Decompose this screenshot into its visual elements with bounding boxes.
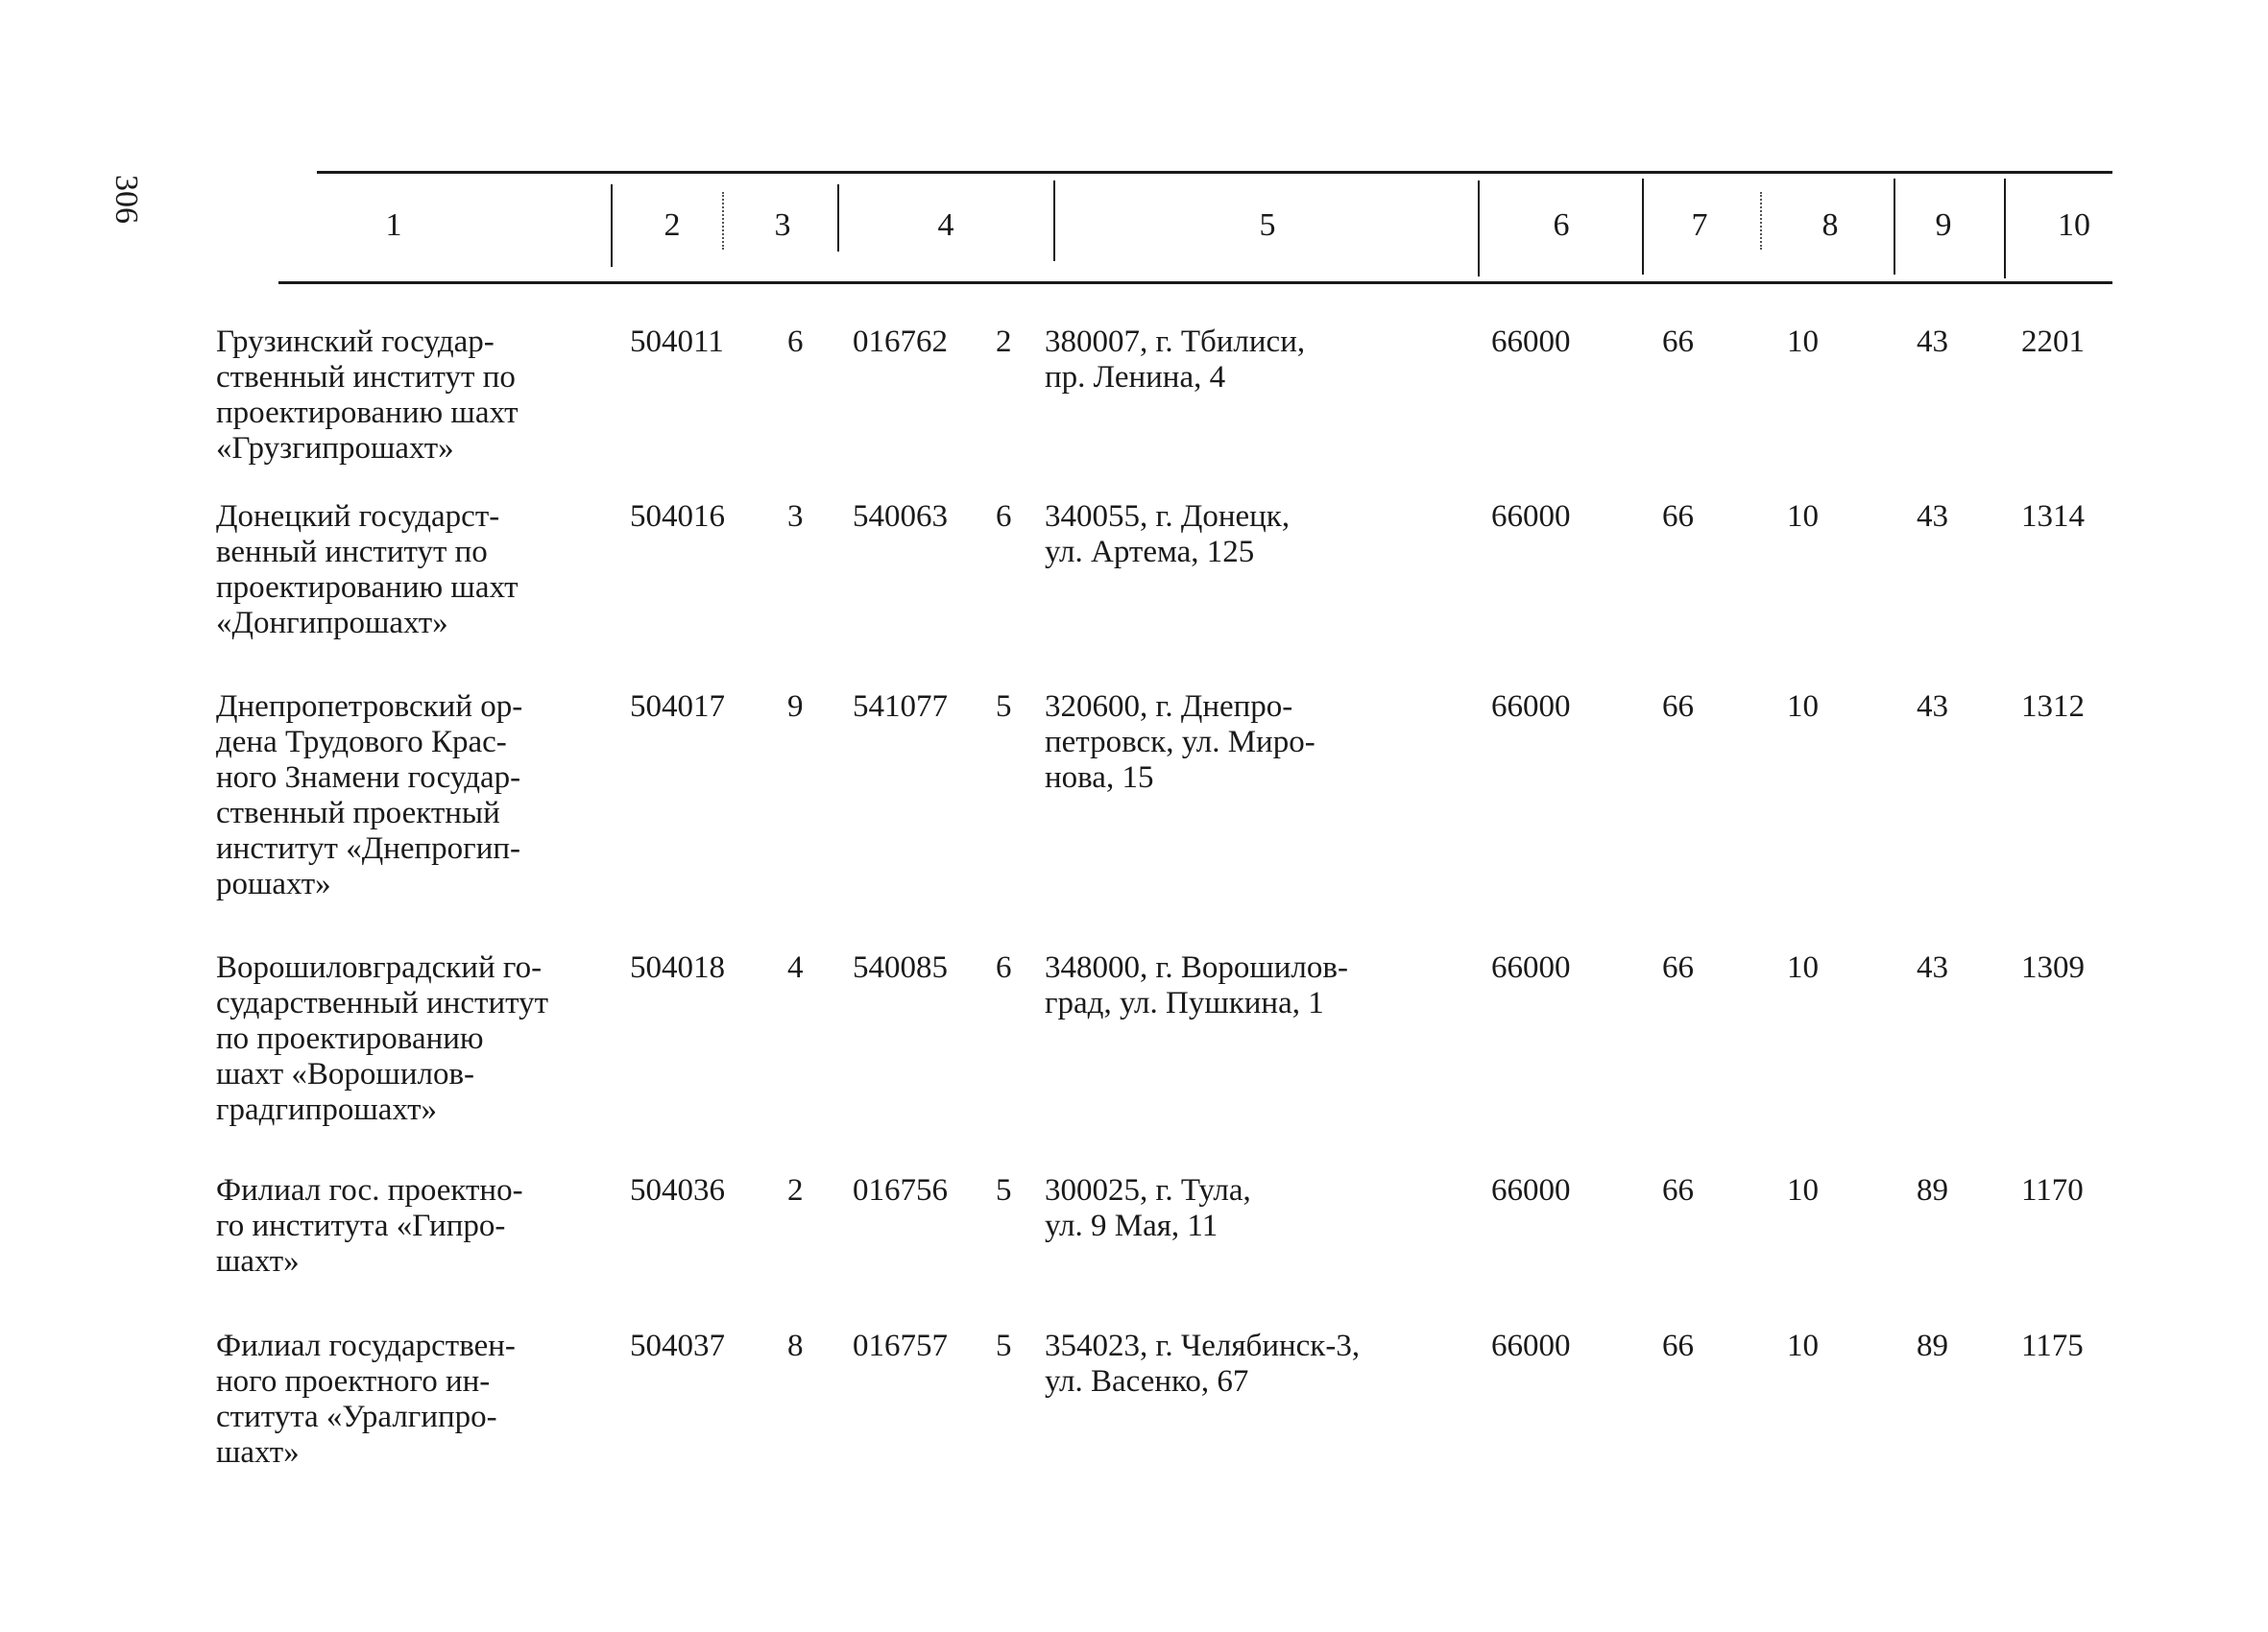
check-digit-cell: 8 [787,1329,804,1363]
address-line: 380007, г. Тбилиси, [1045,324,1306,359]
okpo-cell: 540085 [853,950,948,985]
check-digit-cell: 2 [787,1173,804,1208]
org-name-line: венный институт по [216,535,488,569]
col9-cell: 89 [1917,1173,1948,1208]
col6-cell: 66000 [1491,1329,1571,1363]
address-cell [1045,1329,1360,1400]
code-cell: 504036 [630,1173,725,1208]
org-name-line: шахт «Ворошилов- [216,1057,475,1092]
org-name-cell [216,499,519,641]
col9-cell: 43 [1917,499,1948,534]
okpo-cell: 016756 [853,1173,948,1208]
header-separator [837,184,839,252]
col7-cell: 66 [1662,1173,1694,1208]
col8-cell: 10 [1787,689,1819,724]
col10-cell: 1309 [2021,950,2085,985]
address-cell [1045,950,1348,1021]
header-cell-4: 4 [937,207,954,243]
col6-cell: 66000 [1491,689,1571,724]
org-name-line: институт «Днепрогип- [216,831,521,866]
org-name-cell [216,1173,523,1280]
org-name-line: рошахт» [216,867,331,901]
check-digit-cell: 2 [996,324,1012,359]
org-name-line: проектированию шахт [216,570,519,605]
page-number: 306 [109,175,144,224]
org-name-line: Филиал гос. проектно- [216,1173,523,1208]
check-digit-cell: 6 [996,950,1012,985]
table-header-bottom-rule [278,281,2112,284]
col6-cell: 66000 [1491,324,1571,359]
address-cell [1045,499,1290,570]
org-name-line: Донецкий государст- [216,499,500,534]
header-cell-7: 7 [1691,207,1708,243]
col10-cell: 1314 [2021,499,2085,534]
address-line: 340055, г. Донецк, [1045,499,1291,534]
org-name-line: ститута «Уралгипро- [216,1400,497,1434]
code-cell: 504037 [630,1329,725,1363]
address-line: нова, 15 [1045,760,1154,795]
okpo-cell: 016762 [853,324,948,359]
col10-cell: 2201 [2021,324,2085,359]
address-cell [1045,1173,1251,1244]
check-digit-cell: 6 [996,499,1012,534]
org-name-line: ного Знамени государ- [216,760,521,795]
col7-cell: 66 [1662,499,1694,534]
col7-cell: 66 [1662,324,1694,359]
col10-cell: 1175 [2021,1329,2084,1363]
col9-cell: 89 [1917,1329,1948,1363]
address-line: 320600, г. Днепро- [1045,689,1293,724]
col9-cell: 43 [1917,689,1948,724]
code-cell: 504016 [630,499,725,534]
address-cell [1045,689,1315,796]
org-name-line: «Грузгипрошахт» [216,431,454,466]
header-separator [1760,192,1764,250]
header-cell-6: 6 [1553,207,1570,243]
check-digit-cell: 6 [787,324,804,359]
address-line: град, ул. Пушкина, 1 [1045,986,1324,1020]
org-name-line: проектированию шахт [216,396,519,430]
org-name-line: по проектированию [216,1021,484,1056]
header-cell-1: 1 [385,207,402,243]
header-cell-5: 5 [1259,207,1276,243]
org-name-line: Грузинский государ- [216,324,495,359]
col6-cell: 66000 [1491,1173,1571,1208]
col8-cell: 10 [1787,324,1819,359]
org-name-cell [216,950,548,1128]
header-separator [1053,180,1055,261]
col7-cell: 66 [1662,1329,1694,1363]
col8-cell: 10 [1787,1173,1819,1208]
address-line: 348000, г. Ворошилов- [1045,950,1348,985]
address-line: ул. Васенко, 67 [1045,1364,1249,1399]
col9-cell: 43 [1917,324,1948,359]
header-separator [722,192,726,250]
org-name-line: ного проектного ин- [216,1364,491,1399]
org-name-line: шахт» [216,1244,300,1279]
address-line: 300025, г. Тула, [1045,1173,1251,1208]
address-line: пр. Ленина, 4 [1045,360,1226,395]
header-cell-9: 9 [1935,207,1952,243]
check-digit-cell: 4 [787,950,804,985]
org-name-line: сударственный институт [216,986,549,1020]
header-separator [2004,179,2006,278]
address-cell [1045,324,1305,396]
check-digit-cell: 3 [787,499,804,534]
header-separator [1478,180,1480,276]
header-cell-8: 8 [1822,207,1839,243]
address-line: ул. Артема, 125 [1045,535,1255,569]
header-separator [1642,179,1644,275]
check-digit-cell: 5 [996,689,1012,724]
org-name-line: Филиал государствен- [216,1329,516,1363]
code-cell: 504017 [630,689,725,724]
org-name-line: ственный проектный [216,796,500,830]
okpo-cell: 016757 [853,1329,948,1363]
col8-cell: 10 [1787,499,1819,534]
org-name-line: «Донгипрошахт» [216,606,448,640]
code-cell: 504011 [630,324,724,359]
okpo-cell: 541077 [853,689,948,724]
check-digit-cell: 5 [996,1329,1012,1363]
org-name-cell [216,324,519,467]
org-name-cell [216,1329,516,1471]
address-line: ул. 9 Мая, 11 [1045,1209,1218,1243]
check-digit-cell: 9 [787,689,804,724]
col7-cell: 66 [1662,950,1694,985]
org-name-line: градгипрошахт» [216,1092,437,1127]
org-name-line: ственный институт по [216,360,516,395]
address-line: петровск, ул. Миро- [1045,725,1315,759]
col6-cell: 66000 [1491,499,1571,534]
col10-cell: 1170 [2021,1173,2084,1208]
code-cell: 504018 [630,950,725,985]
col7-cell: 66 [1662,689,1694,724]
col9-cell: 43 [1917,950,1948,985]
header-separator [611,184,613,267]
org-name-line: Ворошиловградский го- [216,950,543,985]
org-name-line: го института «Гипро- [216,1209,506,1243]
org-name-line: шахт» [216,1435,300,1470]
org-name-cell [216,689,522,902]
header-cell-10: 10 [2058,207,2090,243]
col6-cell: 66000 [1491,950,1571,985]
header-cell-2: 2 [664,207,681,243]
col8-cell: 10 [1787,950,1819,985]
col8-cell: 10 [1787,1329,1819,1363]
org-name-line: дена Трудового Крас- [216,725,507,759]
okpo-cell: 540063 [853,499,948,534]
table-top-rule [317,171,2112,174]
header-cell-3: 3 [774,207,791,243]
org-name-line: Днепропетровский ор- [216,689,523,724]
check-digit-cell: 5 [996,1173,1012,1208]
col10-cell: 1312 [2021,689,2085,724]
header-separator [1894,179,1895,275]
address-line: 354023, г. Челябинск-3, [1045,1329,1361,1363]
